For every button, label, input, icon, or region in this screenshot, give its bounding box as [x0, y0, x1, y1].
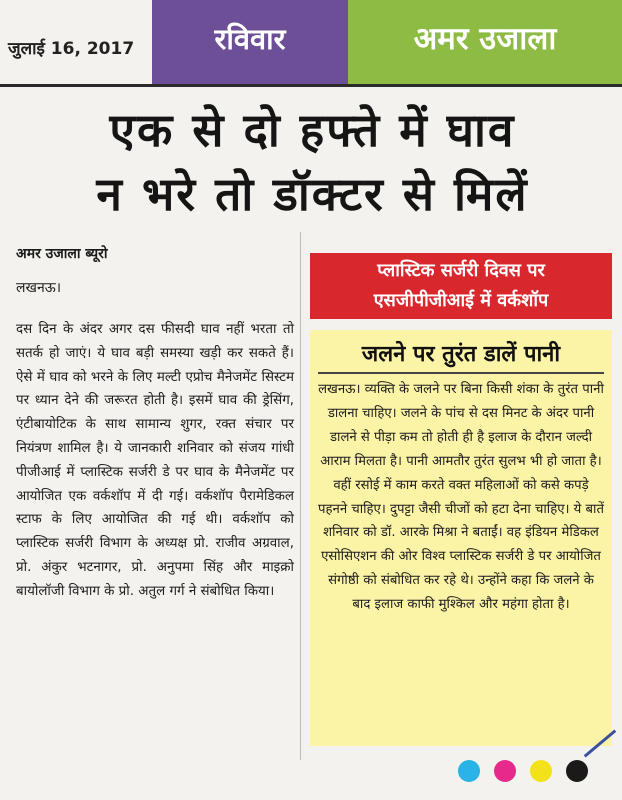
- sidebar-banner-line-2: एसजीपीजीआई में वर्कशॉप: [373, 290, 549, 311]
- cyan-mark: [458, 760, 480, 782]
- newspaper-brand: अमर उजाला: [348, 0, 622, 84]
- sidebar-box: [310, 330, 612, 746]
- headline-line-1: एक से दो हफ्ते में घाव: [109, 103, 516, 157]
- header-rule: [0, 84, 622, 87]
- article-byline: अमर उजाला ब्यूरो: [16, 246, 108, 262]
- sidebar-rule: [318, 372, 604, 374]
- sidebar-banner-line-1: प्लास्टिक सर्जरी दिवस पर: [377, 260, 545, 281]
- day-label: रविवार: [152, 0, 348, 84]
- yellow-mark: [530, 760, 552, 782]
- header-blank: [0, 0, 152, 84]
- page-header: [0, 0, 622, 84]
- article-body: दस दिन के अंदर अगर दस फीसदी घाव नहीं भरता तो सतर्क हो जाएं। ये घाव बड़ी समस्या खड़ी कर सकते हैं। ऐसे में घाव को भरने के लिए मल्टी एप्रोच मैनेजमेंट सिस्टम पर ध्यान देने की जरूरत होती है। इसमें घाव की ड्रेसिंग, एंटीबायोटिक के साथ सामान्य शुगर, रक्त संचार पर नियंत्रण शामिल है। ये जानकारी शनिवार को संजय गांधी पीजीआई में प्लास्टिक सर्जरी डे पर घाव के मैनेजमेंट पर आयोजित एक वर्कशॉप में दी गई। वर्कशॉप पैरामेडिकल स्टाफ के लिए आयोजित की गई थी। वर्कशॉप को प्लास्टिक सर्जरी विभाग के अध्यक्ष प्रो. राजीव अग्रवाल, प्रो. अंकुर भटनागर, प्रो. अनुपमा सिंह और माइक्रो बायोलॉजी विभाग के प्रो. अतुल गर्ग ने संबोधित किया।: [16, 322, 294, 599]
- article-headline: [10, 98, 615, 226]
- magenta-mark: [494, 760, 516, 782]
- issue-date: जुलाई 16, 2017: [8, 39, 135, 59]
- sidebar-body: लखनऊ। व्यक्ति के जलने पर बिना किसी शंका के तुरंत पानी डालना चाहिए। जलने के पांच से दस मिनट के अंदर पानी डालने से पीड़ा कम तो होती ही है इलाज के दौरान जल्दी आराम मिलता है। पानी आमतौर तुरंत सुलभ भी हो जाता है। वहीं रसोई में काम करते वक्त महिलाओं को कसे कपड़े पहनने चाहिए। दुपट्टा जैसी चीजों को हटा देना चाहिए। ये बातें शनिवार को डॉ. आरके मिश्रा ने बताईं। वह इंडियन मेडिकल एसोसिएशन की ओर विश्व प्लास्टिक सर्जरी डे पर आयोजित संगोष्ठी को संबोधित कर रहे थे। उन्होंने कहा कि जलने के बाद इलाज काफी मुश्किल और महंगा होता है।: [318, 382, 604, 613]
- sidebar-subhead: जलने पर तुरंत डालें पानी: [361, 342, 561, 367]
- black-mark: [566, 760, 588, 782]
- headline-line-2: न भरे तो डॉक्टर से मिलें: [96, 167, 529, 221]
- sidebar-banner: [310, 253, 612, 319]
- article-dateline: लखनऊ।: [16, 280, 62, 296]
- column-divider: [300, 232, 301, 760]
